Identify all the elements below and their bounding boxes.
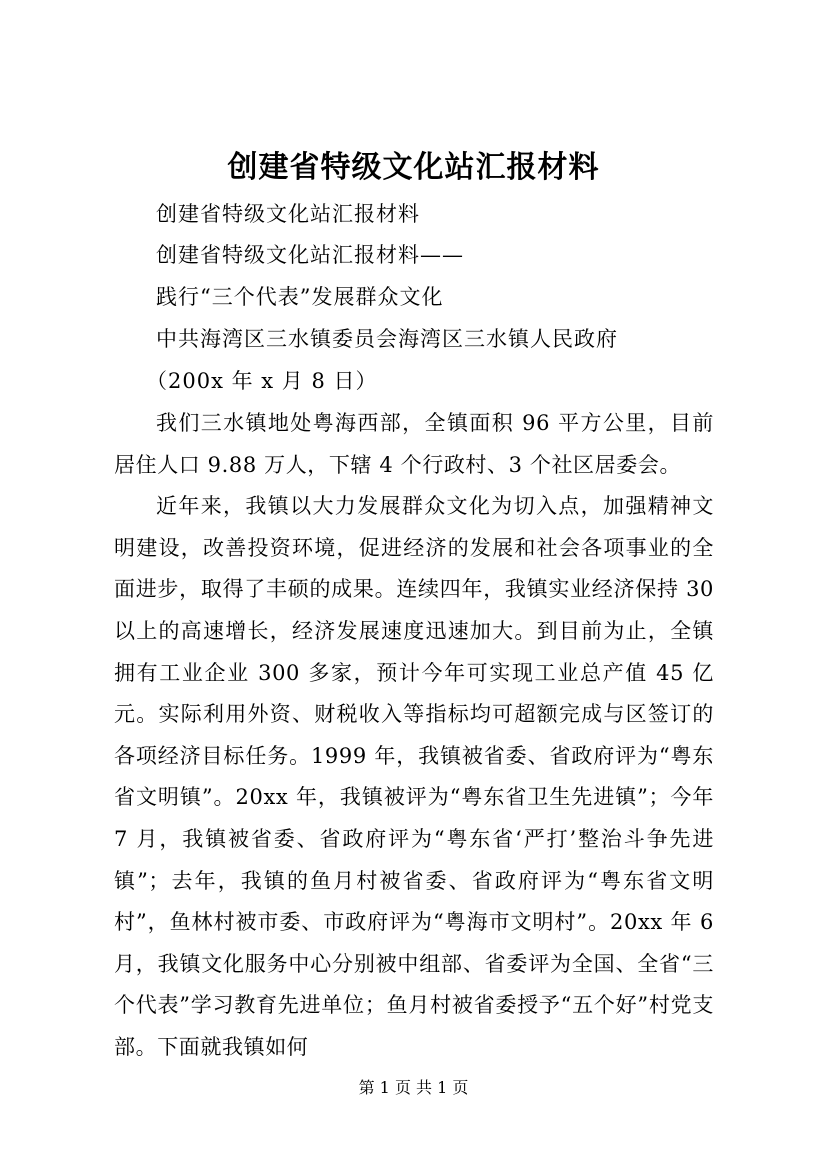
document-body <box>114 403 714 1069</box>
header-line-2: 创建省特级文化站汇报材料—— <box>156 243 464 267</box>
header-line-5: （200x 年 x 月 8 日） <box>146 369 378 393</box>
header-line-4: 中共海湾区三水镇委员会海湾区三水镇人民政府 <box>156 327 618 351</box>
paragraph-2: 近年来，我镇以大力发展群众文化为切入点，加强精神文明建设，改善投资环境，促进经济的发展和社会各项事业的全面进步，取得了丰硕的成果。连续四年，我镇实业经济保持 30 以上的高速增长，经济发展速度迅速加大。到目前为止，全镇拥有工业企业 300 多家，预计今年可实现工业总产值 45 亿元。实际利用外资、财税收入等指标均可超额完成与区签订的各项经济目标任务。1999 年，我镇被省委、省政府评为“粤东省文明镇”。20xx 年，我镇被评为“粤东省卫生先进镇”；今年 7 月，我镇被省委、省政府评为“粤东省‘严打’整治斗争先进镇”；去年，我镇的鱼月村被省委、省政府评为“粤东省文明村”，鱼林村被市委、市政府评为“粤海市文明村”。20xx 年 6 月，我镇文化服务中心分别被中组部、省委评为全国、全省“三个代表”学习教育先进单位；鱼月村被省委授予“五个好”村党支部。下面就我镇如何 <box>114 494 714 1059</box>
header-line-3: 践行“三个代表”发展群众文化 <box>156 285 444 309</box>
document-title: 创建省特级文化站汇报材料 <box>227 150 600 185</box>
paragraph-1: 我们三水镇地处粤海西部，全镇面积 96 平方公里，目前居住人口 9.88 万人，下辖 4 个行政村、3 个社区居委会。 <box>114 411 714 477</box>
header-line-1: 创建省特级文化站汇报材料 <box>156 202 420 226</box>
page-footer: 第 1 页 共 1 页 <box>358 1078 469 1097</box>
